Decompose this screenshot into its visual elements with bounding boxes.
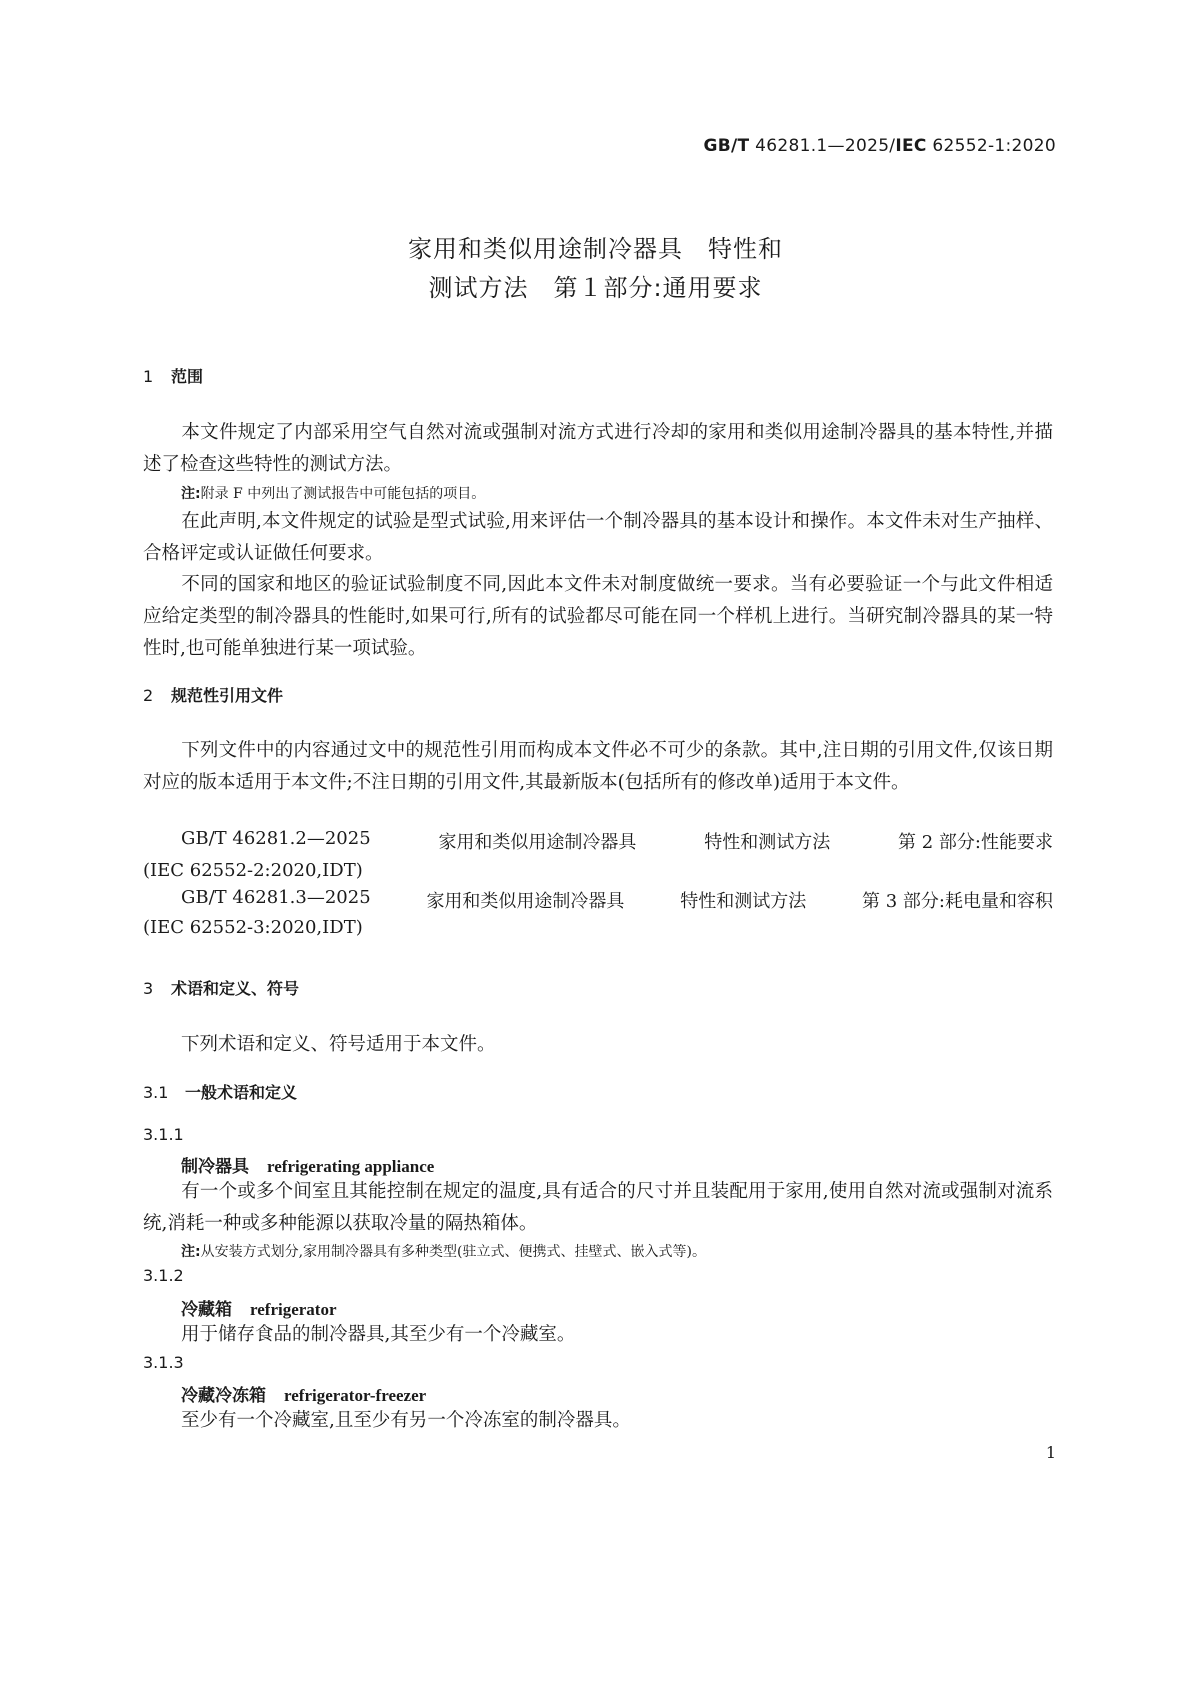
section-1-paragraph-3: 不同的国家和地区的验证试验制度不同,因此本文件未对制度做统一要求。当有必要验证一个与此文件相适应给定类型的制冷器具的性能时,如果可行,所有的试验都尽可能在同一个样机上进行。当研究制冷器具的某一特性时,也可能单独进行某一项试验。 xyxy=(143,574,1053,659)
reference-2-equivalence: (IEC 62552-3:2020,IDT) xyxy=(143,917,363,938)
term-3-1-3-definition: 至少有一个冷藏室,且至少有另一个冷冻室的制冷器具。 xyxy=(181,1410,631,1431)
iec-prefix: IEC xyxy=(895,136,927,156)
section-1-paragraph-1: 本文件规定了内部采用空气自然对流或强制对流方式进行冷却的家用和类似用途制冷器具的基本特性,并描述了检查这些特性的测试方法。 xyxy=(143,422,1053,475)
std-number: 46281.1—2025/ xyxy=(749,136,896,156)
term-3-1-3-number: 3.1.3 xyxy=(143,1353,184,1372)
title-line-2: 测试方法 第１部分:通用要求 xyxy=(428,274,763,302)
term-3-1-3: 冷藏冷冻箱 refrigerator-freezer xyxy=(181,1386,427,1406)
subsection-3-1-heading: 3.1 一般术语和定义 xyxy=(143,1083,298,1102)
term-3-1-1-definition: 有一个或多个间室且其能控制在规定的温度,具有适合的尺寸并且装配用于家用,使用自然对流或强制对流系统,消耗一种或多种能源以获取冷量的隔热箱体。 xyxy=(143,1181,1053,1234)
title-line-1: 家用和类似用途制冷器具 特性和 xyxy=(408,235,783,263)
document-header xyxy=(704,136,1056,156)
term-3-1-2-definition: 用于储存食品的制冷器具,其至少有一个冷藏室。 xyxy=(181,1324,576,1345)
section-3-heading: 3 术语和定义、符号 xyxy=(143,979,300,998)
reference-1: GB/T 46281.2—2025 家用和类似用途制冷器具 特性和测试方法 第 2 部分:性能要求 xyxy=(181,828,1053,853)
term-3-1-1: 制冷器具 refrigerating appliance xyxy=(181,1157,435,1177)
term-3-1-1-note: 注:从安装方式划分,家用制冷器具有多种类型(驻立式、便携式、挂壁式、嵌入式等)。 xyxy=(181,1244,706,1260)
term-3-1-2: 冷藏箱 refrigerator xyxy=(181,1300,337,1320)
reference-2: GB/T 46281.3—2025 家用和类似用途制冷器具 特性和测试方法 第 3 部分:耗电量和容积 xyxy=(181,887,1053,912)
section-1-paragraph-2: 在此声明,本文件规定的试验是型式试验,用来评估一个制冷器具的基本设计和操作。本文件未对生产抽样、合格评定或认证做任何要求。 xyxy=(143,511,1053,564)
reference-1-equivalence: (IEC 62552-2:2020,IDT) xyxy=(143,860,363,881)
std-prefix: GB/T xyxy=(703,136,750,156)
section-2-heading: 2 规范性引用文件 xyxy=(143,686,284,705)
page-number: 1 xyxy=(1045,1443,1056,1462)
section-2-paragraph-1: 下列文件中的内容通过文中的规范性引用而构成本文件必不可少的条款。其中,注日期的引用文件,仅该日期对应的版本适用于本文件;不注日期的引用文件,其最新版本(包括所有的修改单)适用于本文件。 xyxy=(143,740,1053,793)
section-3-paragraph-1: 下列术语和定义、符号适用于本文件。 xyxy=(181,1034,496,1055)
iec-number: 62552-1:2020 xyxy=(926,136,1056,156)
section-1-heading: 1 范围 xyxy=(143,367,204,386)
term-3-1-1-number: 3.1.1 xyxy=(143,1125,184,1144)
section-1-note: 注:附录 F 中列出了测试报告中可能包括的项目。 xyxy=(181,486,486,502)
term-3-1-2-number: 3.1.2 xyxy=(143,1266,184,1285)
